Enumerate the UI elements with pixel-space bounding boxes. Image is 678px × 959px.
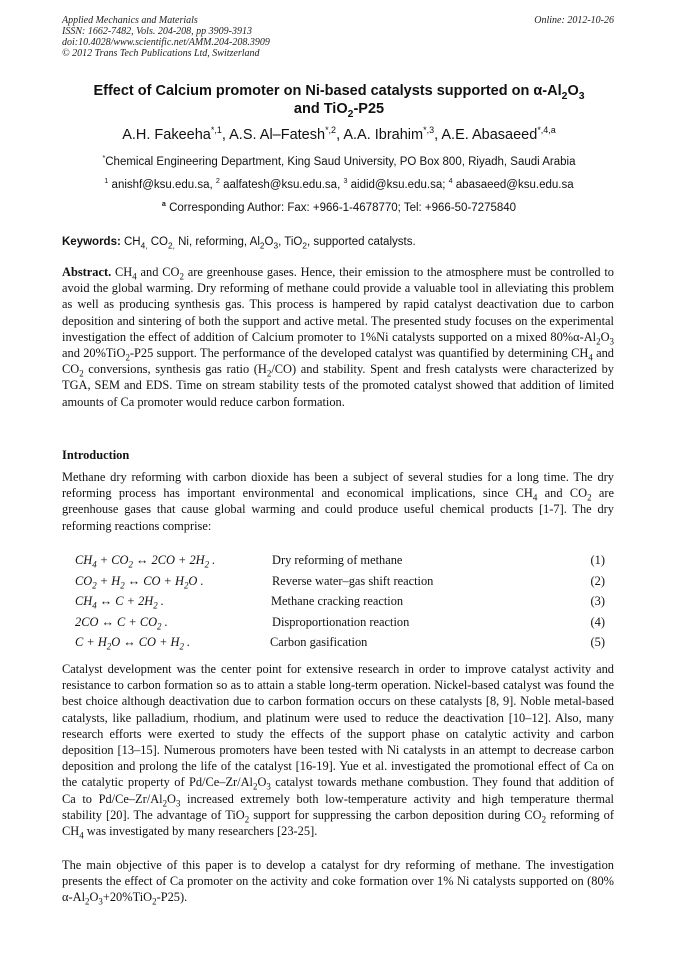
email-link[interactable]: abasaeed@ksu.edu.sa (455, 179, 574, 191)
abstract: Abstract. $CH_4$ and $CO_2$ are greenhouse gases. Hence, their emission to the atmosphere must be controlled to avoid the global warming. Dry reforming of methane could provide a valuable tool in alleviating this problem as well as producing synthesis gas. This process is hampered by rapid catalyst deactivation due to carbon deposition and sintering of both the support and active metal. The presented study focuses on the experimental investigation the effect of addition of Calcium promoter to 1%Ni catalysts supported on a mixed $80\%\alpha-Al_2O_3$ and 20%TiO$_2$-P25 support. The performance of the developed catalyst was quantified by determining $CH_4$ and $CO_2$ conversions, synthesis gas ratio $(H_2/CO)$ and stability. Spent and fresh catalysts were characterized by TGA, SEM and EDS. Time on stream stability tests of the promoted catalyst showed that addition of limited amounts of Ca promoter would reduce carbon formation. (62, 265, 614, 409)
equation-formula: $CH_4 + CO_2$ ↔ $2CO + 2H_2$ . (75, 553, 216, 570)
issn-line: ISSN: 1662-7482, Vols. 204-208, pp 3909-3913 (62, 26, 252, 37)
equation-number: (1) (590, 553, 605, 567)
equation-formula: 2CO ↔ $C + CO_2$ . (75, 615, 168, 632)
equation-description: Dry reforming of methane (272, 553, 403, 567)
corresponding-author: $^a$ Corresponding Author: Fax: +966-1-4678770; Tel: +966-50-7275840 (161, 200, 517, 214)
section-heading-introduction: Introduction (62, 448, 130, 462)
equation-row (75, 553, 605, 571)
equation-description: Reverse water–gas shift reaction (272, 574, 434, 588)
journal-name: Applied Mechanics and Materials (62, 15, 198, 26)
affiliation: *Chemical Engineering Department, King Saud University, PO Box 800, Riyadh, Saudi Arabia (102, 154, 576, 168)
author-list: A.H. Fakeeha$^{*,1}$, A.S. Al–Fatesh$^{*,2}$, A.A. Ibrahim$^{*,3}$, A.E. Abasaeed$^{*,4,a}$ (122, 125, 556, 143)
author-name: A.A. Ibrahim (343, 127, 424, 143)
equation-description: Carbon gasification (270, 635, 368, 649)
doi-line: doi:10.4028/www.scientific.net/AMM.204-208.3909 (62, 37, 270, 48)
abstract-label: Abstract. (62, 265, 112, 279)
equation-row (75, 635, 605, 653)
email-link[interactable]: anishf@ksu.edu.sa (111, 179, 210, 191)
equation-number: (2) (590, 574, 605, 588)
keywords: Keywords: $CH_{4,}$ $CO_{2,}$ Ni, reforming, $Al_2O_3$, TiO$_2$, supported catalysts. (62, 236, 416, 251)
intro-paragraph: Methane dry reforming with carbon dioxide has been a subject of several studies for a long time. The dry reforming process has important environmental and economical implications, since $CH_4$ and $CO_2$ are greenhouse gases that cause global warming and could produce useful chemical products [1-7]. The dry reforming reactions comprise: (62, 470, 614, 533)
equation-row (75, 594, 605, 612)
equation-row (75, 574, 605, 592)
email-link[interactable]: aalfatesh@ksu.edu.sa (223, 179, 338, 191)
equation-number: (3) (590, 594, 605, 608)
equation-formula: $C + H_2O$ ↔ CO + $H_2$ . (75, 635, 191, 652)
online-date: Online: 2012-10-26 (534, 15, 614, 26)
body-paragraph: Catalyst development was the center point for extensive research in order to improve catalyst activity and resistance to carbon formation so as to attain a stable long-term operation. Nickel-based catalyst was found the best choice although deactivation due to carbon formation occurs on these catalysts [8, 9]. Noble metal-based catalysts, like palladium, rhodium, and platinum were used to reduce the deactivation [10–12]. Also, many research efforts were exerted to study the effects of the support phase on catalytic activity and carbon deposition [13–15]. Numerous promoters have been tested with Ni catalysts in an attempt to decrease carbon deposition and prolong the life of the catalyst [16-19]. Yue et al. investigated the promotional effect of Ca on the catalytic property of $Pd/Ce-Zr/Al_2O_3$ catalyst towards methane combustion. They found that addition of Ca to $Pd/Ce-Zr/Al_2O_3$ increased extremely both low-temperature activity and high temperature thermal stability [20]. The advantage of TiO$_2$ support for suppressing the carbon deposition during $CO_2$ reforming of $CH_4$ was investigated by many researchers [23-25]. (62, 662, 614, 841)
email-list: $^1$ anishf@ksu.edu.sa, $^2$ aalfatesh@ksu.edu.sa, $^3$ aidid@ksu.edu.sa; $^4$ abasaeed@ksu.edu.sa (104, 177, 574, 191)
objective-paragraph: The main objective of this paper is to develop a catalyst for dry reforming of methane. The investigation presents the effect of Ca promoter on the activity and coke formation over 1% Ni catalysts supported on (80% $\alpha-Al_2O_3+20\%TiO_2-P25$). (62, 858, 614, 907)
equation-description: Methane cracking reaction (271, 594, 404, 608)
equation-number: (5) (590, 635, 605, 649)
email-link[interactable]: aidid@ksu.edu.sa (350, 179, 443, 191)
keywords-label: Keywords: (62, 236, 121, 248)
paper-title: Effect of Calcium promoter on Ni-based catalysts supported on $\alpha-Al_2O_3$ and TiO$_2$-P25 (93, 83, 585, 120)
equation-formula: $CO_2 + H_2$ ↔ CO + $H_2O$ . (75, 574, 204, 591)
equation-row (75, 615, 605, 633)
author-name: A.S. Al–Fatesh (229, 127, 326, 143)
equation-number: (4) (590, 615, 605, 629)
author-name: A.E. Abasaeed (441, 127, 538, 143)
equation-formula: $CH_4$ ↔ $C + 2H_2$ . (75, 594, 164, 611)
equation-description: Disproportionation reaction (272, 615, 410, 629)
copyright-line: © 2012 Trans Tech Publications Ltd, Switzerland (62, 48, 260, 59)
author-name: A.H. Fakeeha (122, 127, 211, 143)
